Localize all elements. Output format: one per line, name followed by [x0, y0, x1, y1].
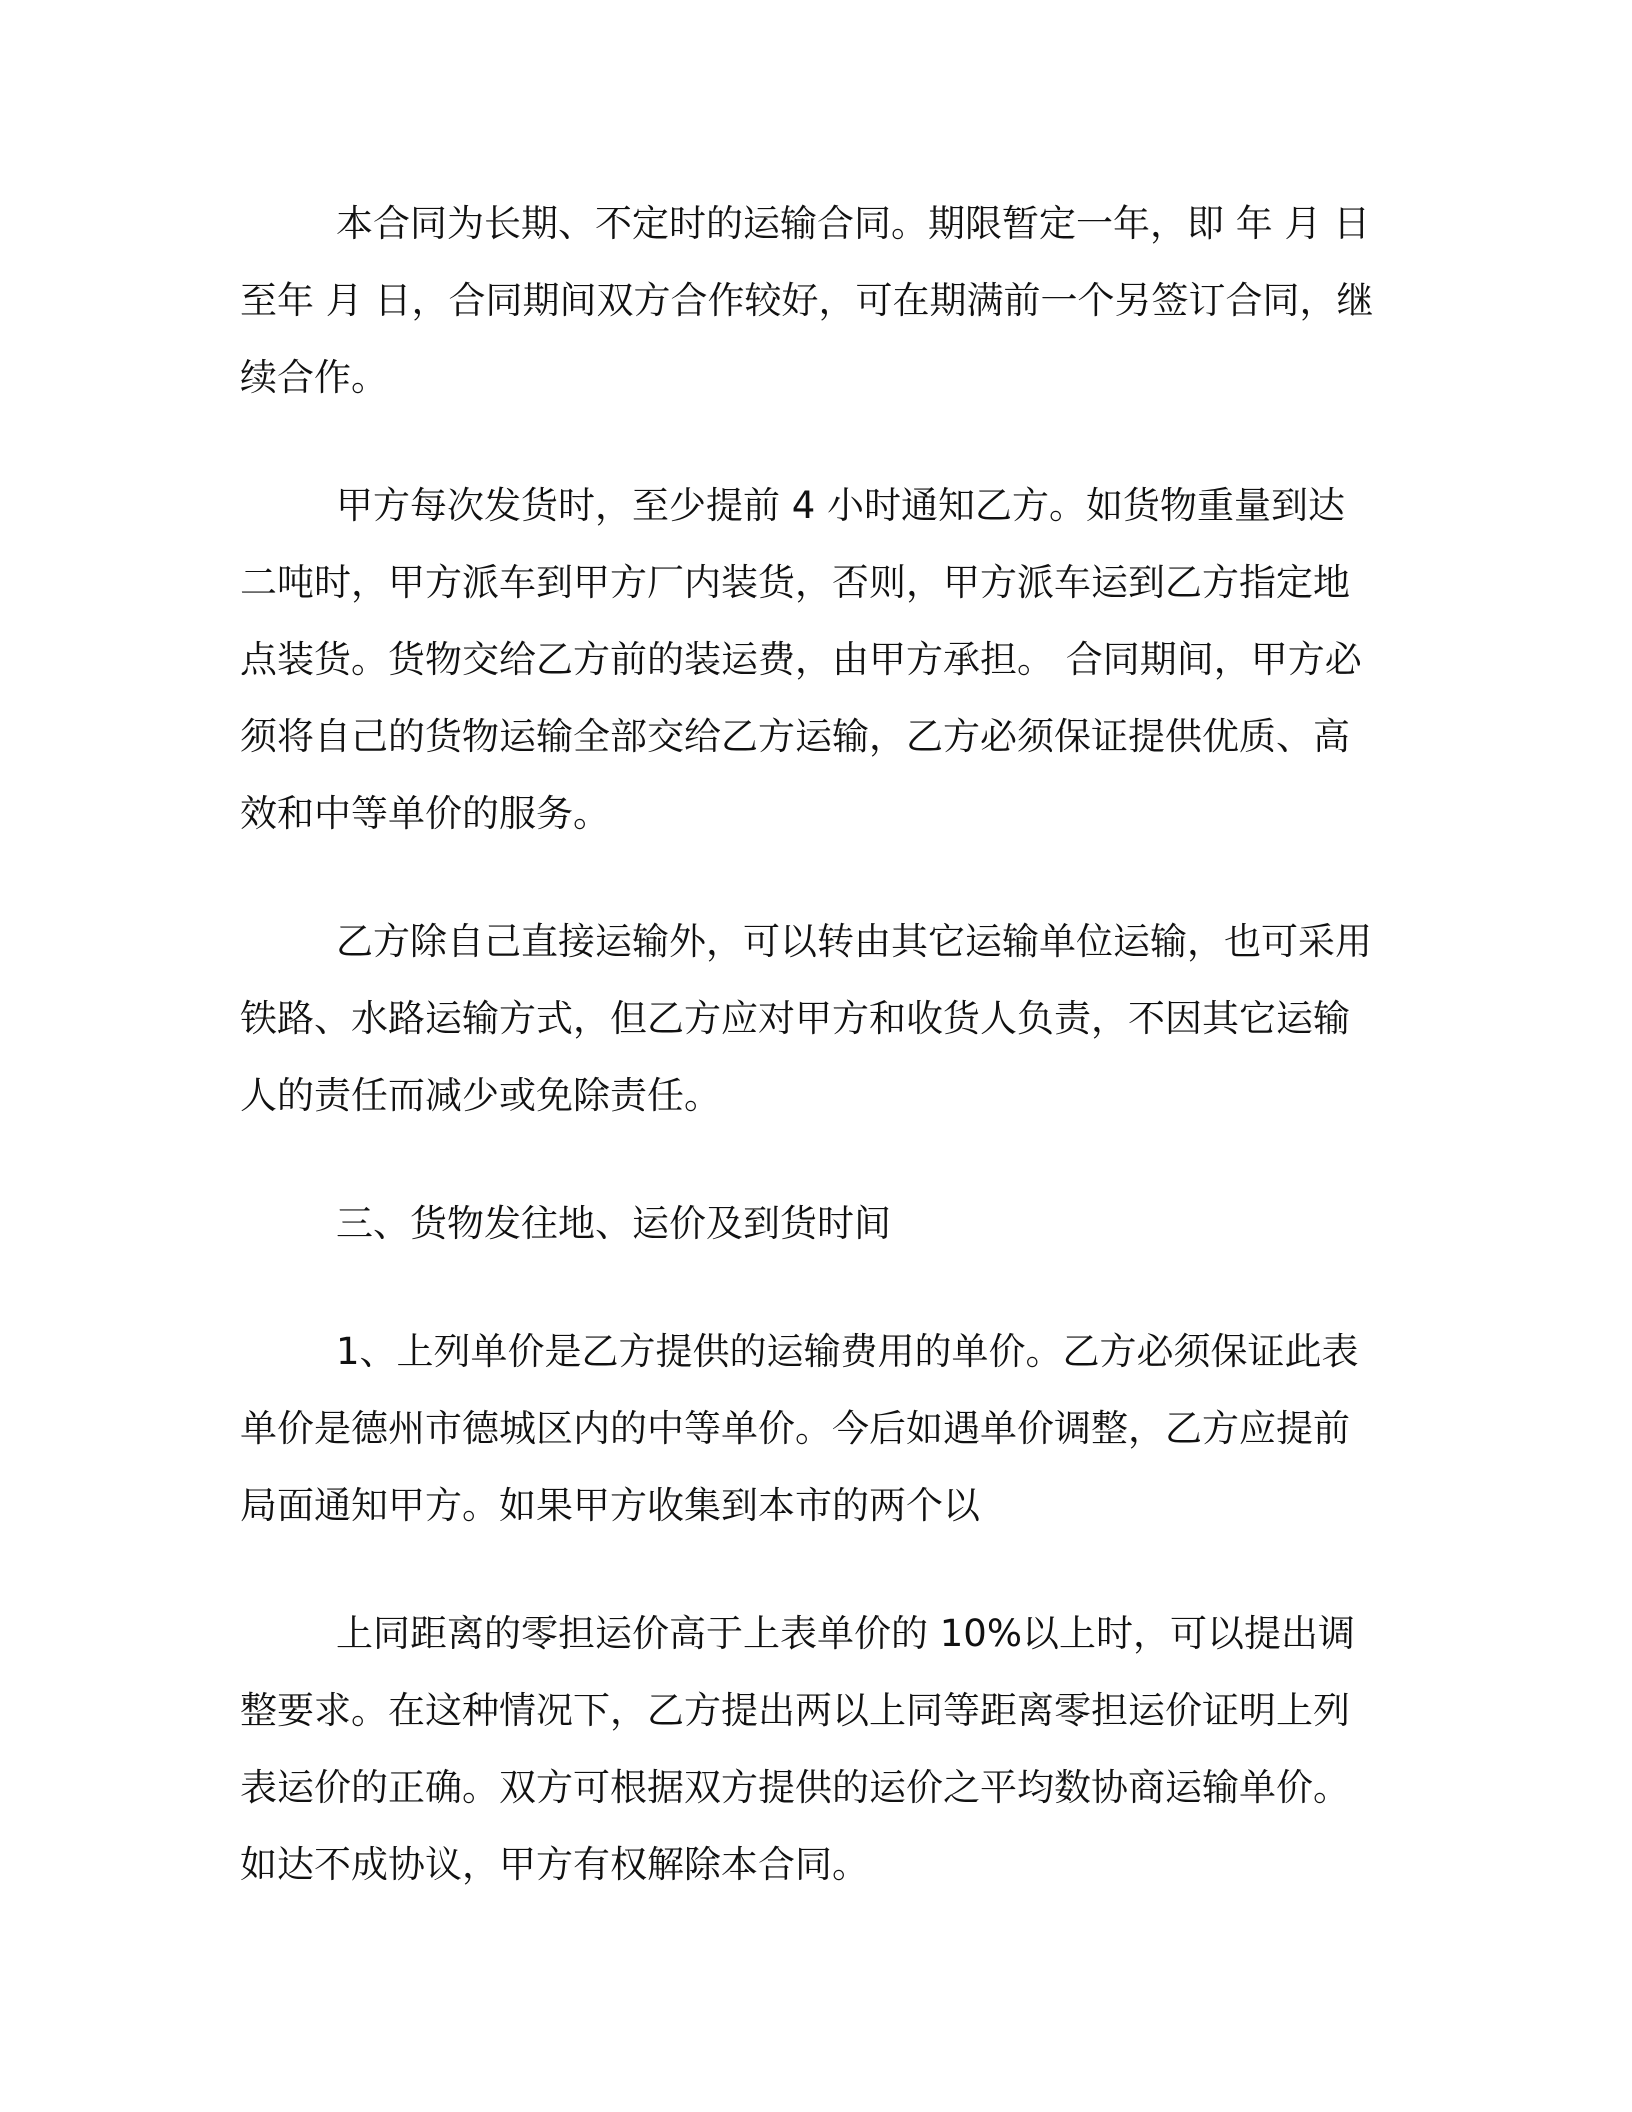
price-adjustment-paragraph: 上同距离的零担运价高于上表单价的 10%以上时，可以提出调整要求。在这种情况下，乙方提出两以上同等距离零担运价证明上列表运价的正确。双方可根据双方提供的运价之平均数协商运输单价。如达不成协议，甲方有权解除本合同。 — [240, 1612, 1355, 1886]
document-body — [240, 185, 1380, 1954]
subcontract-liability-paragraph: 乙方除自己直接运输外，可以转由其它运输单位运输，也可采用铁路、水路运输方式，但乙方应对甲方和收货人负责，不因其它运输人的责任而减少或免除责任。 — [240, 920, 1372, 1117]
contract-term-paragraph: 本合同为长期、不定时的运输合同。期限暂定一年，即 年 月 日至年 月 日，合同期间双方合作较好，可在期满前一个另签订合同，继续合作。 — [240, 202, 1374, 399]
unit-price-clause-paragraph: 1、上列单价是乙方提供的运输费用的单价。乙方必须保证此表单价是德州市德城区内的中等单价。今后如遇单价调整，乙方应提前局面通知甲方。如果甲方收集到本市的两个以 — [240, 1330, 1359, 1527]
shipping-notice-paragraph: 甲方每次发货时，至少提前 4 小时通知乙方。如货物重量到达二吨时，甲方派车到甲方厂内装货，否则，甲方派车运到乙方指定地点装货。货物交给乙方前的装运费，由甲方承担。 合同期间，甲方必须将自己的货物运输全部交给乙方运输，乙方必须保证提供优质、高效和中等单价的服务。 — [240, 484, 1362, 835]
section-heading-destination-price-time: 三、货物发往地、运价及到货时间 — [336, 1202, 891, 1245]
